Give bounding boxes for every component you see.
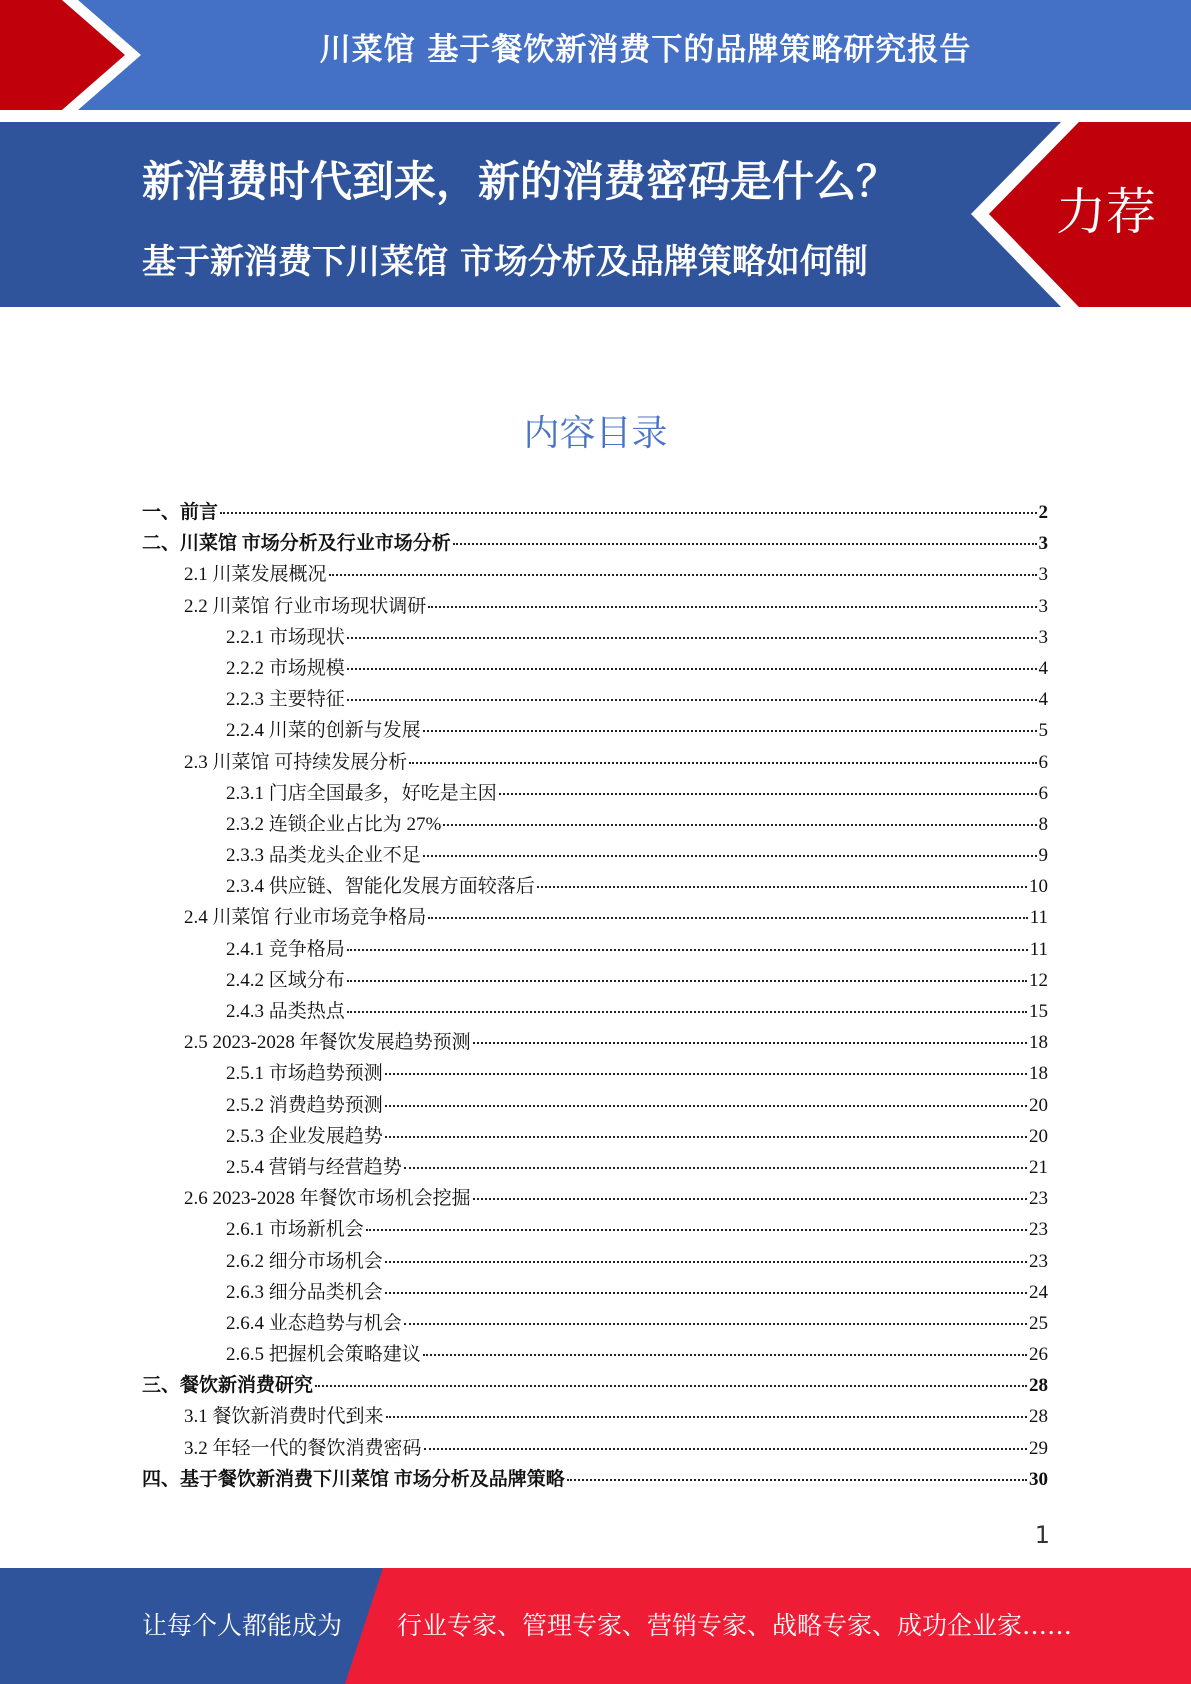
toc-leader-dots — [424, 1448, 1027, 1450]
toc-entry-title: 3.2 年轻一代的餐饮消费密码 — [184, 1437, 422, 1459]
toc-leader-dots — [423, 855, 1037, 857]
toc-entry-page: 23 — [1029, 1250, 1048, 1272]
toc-entry-title: 2.4.2 区域分布 — [226, 969, 345, 991]
toc-entry[interactable] — [142, 1308, 1048, 1339]
toc-entry-page: 12 — [1029, 969, 1048, 991]
banner-subtitle: 基于新消费下川菜馆 市场分析及品牌策略如何制定？？？ — [142, 242, 868, 346]
headline-banner — [0, 122, 1191, 346]
toc-entry[interactable] — [142, 778, 1048, 809]
toc-entry-page: 8 — [1038, 813, 1048, 835]
toc-leader-dots — [473, 1198, 1027, 1200]
toc-entry-page: 23 — [1029, 1188, 1048, 1210]
toc-entry-title: 2.4.1 竞争格局 — [226, 938, 345, 960]
toc-leader-dots — [428, 917, 1027, 919]
toc-entry[interactable] — [142, 965, 1048, 996]
toc-entry-page: 4 — [1038, 689, 1048, 711]
toc-leader-dots — [404, 1323, 1027, 1325]
toc-entry-title: 2.1 川菜发展概况 — [184, 564, 327, 586]
toc-entry-title: 2.5.2 消费趋势预测 — [226, 1094, 383, 1116]
toc-leader-dots — [385, 1136, 1027, 1138]
toc-entry-page: 3 — [1038, 626, 1048, 648]
toc-entry-title: 2.6 2023-2028 年餐饮市场机会挖掘 — [184, 1188, 471, 1210]
toc-entry[interactable] — [142, 1058, 1048, 1089]
toc-entry[interactable] — [142, 1152, 1048, 1183]
toc-entry[interactable] — [142, 934, 1048, 965]
toc-entry-title: 2.6.4 业态趋势与机会 — [226, 1312, 402, 1334]
toc-entry-title: 2.2.1 市场现状 — [226, 626, 345, 648]
toc-entry[interactable] — [142, 1401, 1048, 1432]
toc-entry-page: 5 — [1038, 720, 1048, 742]
toc-entry-title: 2.3.3 品类龙头企业不足 — [226, 845, 421, 867]
toc-entry-title: 二、川菜馆 市场分析及行业市场分析 — [142, 533, 451, 555]
toc-leader-dots — [347, 949, 1028, 951]
toc-entry[interactable] — [142, 715, 1048, 746]
toc-entry-title: 2.2.2 市场规模 — [226, 657, 345, 679]
toc-leader-dots — [499, 793, 1037, 795]
toc-entry-page: 15 — [1029, 1001, 1048, 1022]
toc-leader-dots — [567, 1479, 1027, 1481]
toc-entry[interactable] — [142, 684, 1048, 715]
page-number: 1 — [1034, 1521, 1050, 1549]
toc-entry-page: 25 — [1029, 1312, 1048, 1334]
report-header — [0, 0, 1191, 110]
footer — [0, 1568, 1191, 1684]
toc-entry[interactable] — [142, 528, 1048, 559]
toc-entry-title: 2.6.5 把握机会策略建议 — [226, 1344, 421, 1366]
toc-leader-dots — [537, 886, 1027, 888]
toc-entry[interactable] — [142, 902, 1048, 933]
toc-entry-title: 2.5 2023-2028 年餐饮发展趋势预测 — [184, 1032, 471, 1054]
toc-entry-title: 2.3.4 供应链、智能化发展方面较落后 — [226, 876, 535, 898]
toc-entry[interactable] — [142, 591, 1048, 622]
toc-leader-dots — [347, 668, 1037, 670]
toc-leader-dots — [347, 1011, 1027, 1013]
toc-leader-dots — [315, 1385, 1027, 1387]
toc-entry[interactable] — [142, 1090, 1048, 1121]
toc-leader-dots — [423, 1354, 1027, 1356]
toc-entry[interactable] — [142, 996, 1048, 1027]
toc-leader-dots — [386, 1416, 1027, 1418]
toc-leader-dots — [385, 1073, 1027, 1075]
table-of-contents — [142, 497, 1048, 1495]
toc-leader-dots — [366, 1229, 1027, 1231]
toc-entry-page: 2 — [1038, 502, 1048, 523]
footer-slogan-left: 让每个人都能成为 — [142, 1611, 343, 1640]
toc-leader-dots — [347, 699, 1037, 701]
toc-entry-page: 23 — [1029, 1219, 1048, 1241]
toc-leader-dots — [347, 637, 1037, 639]
toc-leader-dots — [409, 762, 1036, 764]
toc-entry-title: 2.4 川菜馆 行业市场竞争格局 — [184, 907, 427, 929]
toc-entry-title: 2.6.1 市场新机会 — [226, 1219, 364, 1241]
toc-entry-page: 20 — [1029, 1125, 1048, 1147]
toc-leader-dots — [329, 574, 1037, 576]
toc-entry[interactable] — [142, 1277, 1048, 1308]
toc-entry-page: 4 — [1038, 657, 1048, 679]
toc-leader-dots — [423, 730, 1037, 732]
toc-entry-page: 9 — [1038, 845, 1048, 867]
toc-entry-title: 2.4.3 品类热点 — [226, 1001, 345, 1022]
toc-entry[interactable] — [142, 1027, 1048, 1058]
toc-entry[interactable] — [142, 1370, 1048, 1401]
toc-entry[interactable] — [142, 622, 1048, 653]
toc-entry-page: 3 — [1038, 595, 1048, 617]
toc-leader-dots — [385, 1292, 1027, 1294]
toc-leader-dots — [385, 1105, 1027, 1107]
toc-entry[interactable] — [142, 559, 1048, 590]
toc-entry-title: 2.2.4 川菜的创新与发展 — [226, 720, 421, 742]
toc-entry-page: 26 — [1029, 1344, 1048, 1366]
toc-entry-page: 28 — [1029, 1375, 1048, 1397]
toc-entry[interactable] — [142, 840, 1048, 871]
footer-slogan-right: 行业专家、管理专家、营销专家、战略专家、成功企业家…… — [397, 1611, 1073, 1640]
toc-entry[interactable] — [142, 1214, 1048, 1245]
toc-entry-page: 3 — [1038, 533, 1048, 555]
toc-entry-title: 2.6.3 细分品类机会 — [226, 1281, 383, 1303]
toc-entry-page: 11 — [1029, 938, 1048, 960]
toc-entry[interactable] — [142, 1433, 1048, 1464]
toc-entry-page: 18 — [1029, 1032, 1048, 1054]
toc-entry-title: 2.2.3 主要特征 — [226, 689, 345, 711]
toc-entry-title: 2.5.3 企业发展趋势 — [226, 1125, 383, 1147]
toc-leader-dots — [473, 1042, 1027, 1044]
banner-headline: 新消费时代到来，新的消费密码是什么？ — [142, 157, 899, 206]
toc-leader-dots — [453, 543, 1037, 545]
toc-leader-dots — [443, 824, 1036, 826]
toc-entry-title: 一、前言 — [142, 502, 219, 523]
toc-leader-dots — [220, 512, 1036, 514]
toc-entry[interactable] — [142, 1183, 1048, 1214]
toc-entry[interactable] — [142, 1339, 1048, 1370]
toc-entry-title: 2.3.1 门店全国最多，好吃是主因 — [226, 782, 497, 804]
toc-leader-dots — [347, 980, 1027, 982]
toc-entry[interactable] — [142, 809, 1048, 840]
toc-entry-page: 30 — [1029, 1468, 1048, 1490]
toc-entry-page: 11 — [1029, 907, 1048, 929]
toc-entry[interactable] — [142, 871, 1048, 902]
toc-entry-title: 四、基于餐饮新消费下川菜馆 市场分析及品牌策略 — [142, 1468, 565, 1490]
toc-entry-page: 24 — [1029, 1281, 1048, 1303]
toc-leader-dots — [385, 1261, 1027, 1263]
toc-entry-title: 2.5.4 营销与经营趋势 — [226, 1156, 402, 1178]
recommend-badge: 力荐 — [1056, 183, 1156, 241]
toc-entry-title: 2.3.2 连锁企业占比为 27% — [226, 813, 442, 835]
report-title: 川菜馆 基于餐饮新消费下的品牌策略研究报告 — [319, 32, 972, 68]
toc-leader-dots — [404, 1167, 1027, 1169]
toc-entry-title: 2.3 川菜馆 可持续发展分析 — [184, 751, 408, 773]
toc-entry-page: 10 — [1029, 876, 1048, 898]
toc-entry-page: 6 — [1038, 782, 1048, 804]
toc-leader-dots — [428, 606, 1036, 608]
toc-entry-page: 28 — [1029, 1406, 1048, 1428]
toc-entry[interactable] — [142, 1121, 1048, 1152]
toc-entry-page: 29 — [1029, 1437, 1048, 1459]
toc-title: 内容目录 — [523, 413, 668, 454]
toc-entry[interactable] — [142, 1464, 1048, 1495]
toc-entry[interactable] — [142, 1246, 1048, 1277]
toc-entry[interactable] — [142, 747, 1048, 778]
toc-entry-title: 3.1 餐饮新消费时代到来 — [184, 1406, 384, 1428]
toc-entry-page: 3 — [1038, 564, 1048, 586]
toc-entry-page: 6 — [1038, 751, 1048, 773]
toc-entry-page: 20 — [1029, 1094, 1048, 1116]
toc-entry-title: 2.6.2 细分市场机会 — [226, 1250, 383, 1272]
toc-entry-title: 2.2 川菜馆 行业市场现状调研 — [184, 595, 427, 617]
toc-entry-page: 18 — [1029, 1063, 1048, 1085]
red-arrow-icon — [0, 0, 160, 110]
toc-entry[interactable] — [142, 497, 1048, 528]
toc-entry-title: 2.5.1 市场趋势预测 — [226, 1063, 383, 1085]
toc-entry-page: 21 — [1029, 1156, 1048, 1178]
toc-entry-title: 三、餐饮新消费研究 — [142, 1375, 314, 1397]
toc-entry[interactable] — [142, 653, 1048, 684]
